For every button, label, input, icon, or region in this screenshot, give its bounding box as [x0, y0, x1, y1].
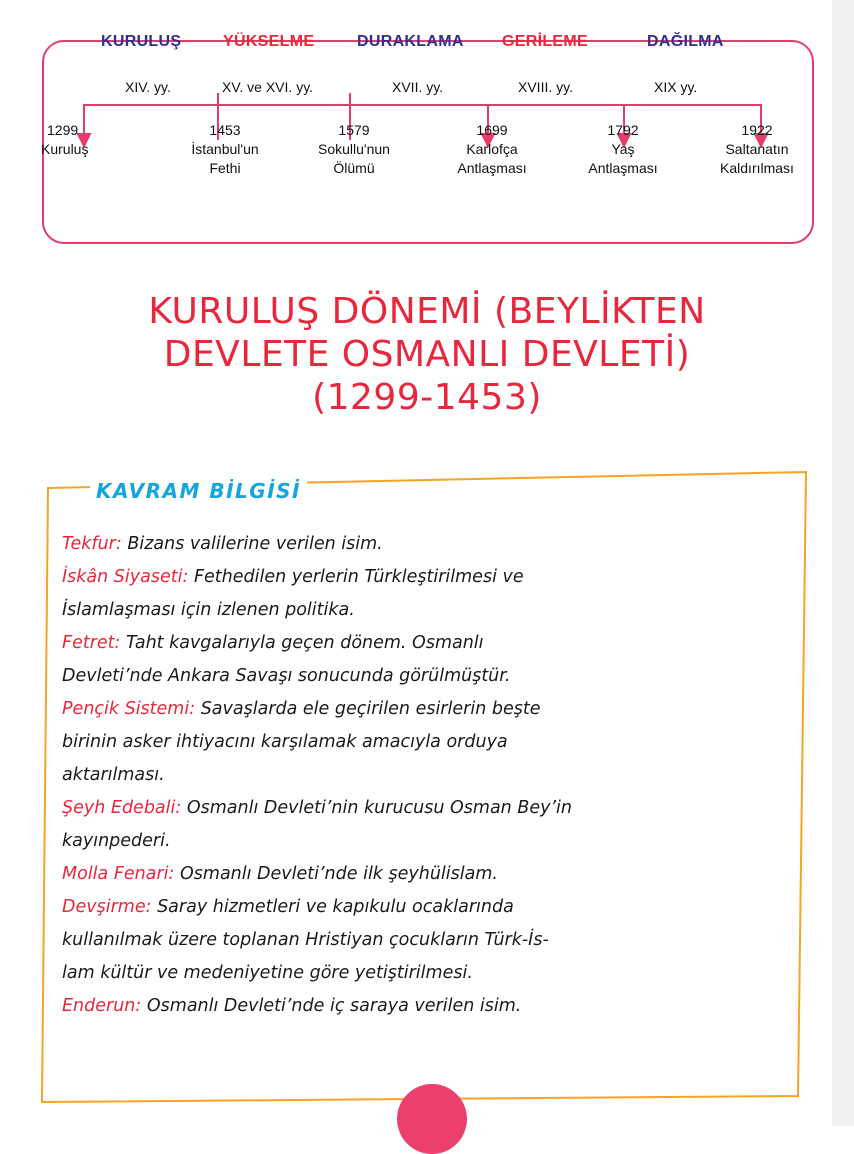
event-year: 1699 — [476, 122, 508, 138]
concept-item — [62, 891, 797, 990]
concept-definition: Osmanlı Devleti’nin kurucusu Osman Bey’in — [186, 798, 572, 818]
century-label: XVII. yy. — [392, 79, 444, 95]
title-line: DEVLETE OSMANLI DEVLETİ) — [163, 334, 691, 375]
period-yukselme: YÜKSELME — [223, 33, 315, 50]
event-year: 1922 — [741, 122, 773, 138]
event-label: Kaldırılması — [720, 160, 794, 176]
event-label: Yaş — [611, 141, 635, 157]
event-label: Antlaşması — [588, 160, 658, 176]
century-label: XVIII. yy. — [518, 79, 573, 95]
event-label: Sokullu'nun — [318, 141, 390, 157]
period-duraklama: DURAKLAMA — [357, 33, 464, 50]
concept-definition: Saray hizmetleri ve kapıkulu ocaklarında — [157, 897, 514, 917]
concept-definition: Osmanlı Devleti’nde iç saraya verilen isim. — [146, 996, 522, 1016]
concept-item — [62, 792, 797, 858]
concept-definition: lam kültür ve medeniyetine göre yetiştirilmesi. — [62, 963, 473, 983]
concept-item — [62, 561, 797, 627]
event-year: 1579 — [338, 122, 370, 138]
concept-term: Fetret: — [62, 633, 121, 653]
concept-definition: kullanılmak üzere toplanan Hristiyan çocukların Türk-İs- — [62, 930, 549, 950]
period-dagilma: DAĞILMA — [647, 33, 724, 50]
concept-definition: Savaşlarda ele geçirilen esirlerin beşte — [200, 699, 541, 719]
concept-term: Enderun: — [62, 996, 142, 1016]
concept-heading: KAVRAM BİLGİSİ — [90, 479, 307, 503]
event-year: 1453 — [209, 122, 241, 138]
event-label: Fethi — [209, 160, 241, 176]
event-label: Kuruluş — [41, 141, 89, 157]
concept-definition: Devleti’nde Ankara Savaşı sonucunda görülmüştür. — [62, 666, 511, 686]
concept-definition: kayınpederi. — [62, 831, 171, 851]
concept-term: Şeyh Edebali: — [62, 798, 182, 818]
event-year: 1792 — [607, 122, 639, 138]
concept-definition: Taht kavgalarıyla geçen dönem. Osmanlı — [126, 633, 484, 653]
period-gerileme: GERİLEME — [502, 33, 588, 50]
concept-definition: İslamlaşması için izlenen politika. — [62, 600, 355, 620]
event-year: 1299 — [47, 122, 79, 138]
concept-item — [62, 858, 797, 891]
concept-list — [62, 528, 797, 1023]
century-label: XIX yy. — [654, 79, 698, 95]
concept-definition: Fethedilen yerlerin Türkleştirilmesi ve — [193, 567, 524, 587]
concept-definition: Osmanlı Devleti’nde ilk şeyhülislam. — [180, 864, 498, 884]
event-label: Karlofça — [466, 141, 518, 157]
concept-term: Devşirme: — [62, 897, 152, 917]
century-label: XIV. yy. — [125, 79, 171, 95]
concept-definition: aktarılması. — [62, 765, 165, 785]
period-kurulus: KURULUŞ — [101, 33, 182, 50]
concept-item — [62, 528, 797, 561]
event-label: Antlaşması — [457, 160, 527, 176]
page-number-badge — [397, 1084, 467, 1154]
concept-term: Tekfur: — [62, 534, 122, 554]
concept-definition: Bizans valilerine verilen isim. — [127, 534, 383, 554]
event-label: Ölümü — [333, 160, 375, 176]
event-label: İstanbul'un — [191, 141, 259, 157]
title-line: (1299-1453) — [312, 377, 542, 418]
concept-term: Pençik Sistemi: — [62, 699, 196, 719]
century-label: XV. ve XVI. yy. — [222, 79, 314, 95]
concept-item — [62, 627, 797, 693]
concept-item — [62, 693, 797, 792]
event-label: Saltanatın — [725, 141, 789, 157]
concept-term: İskân Siyaseti: — [62, 567, 189, 587]
concept-definition: birinin asker ihtiyacını karşılamak amacıyla orduya — [62, 732, 508, 752]
concept-term: Molla Fenari: — [62, 864, 175, 884]
concept-item — [62, 990, 797, 1023]
title-line: KURULUŞ DÖNEMİ (BEYLİKTEN — [148, 291, 706, 332]
